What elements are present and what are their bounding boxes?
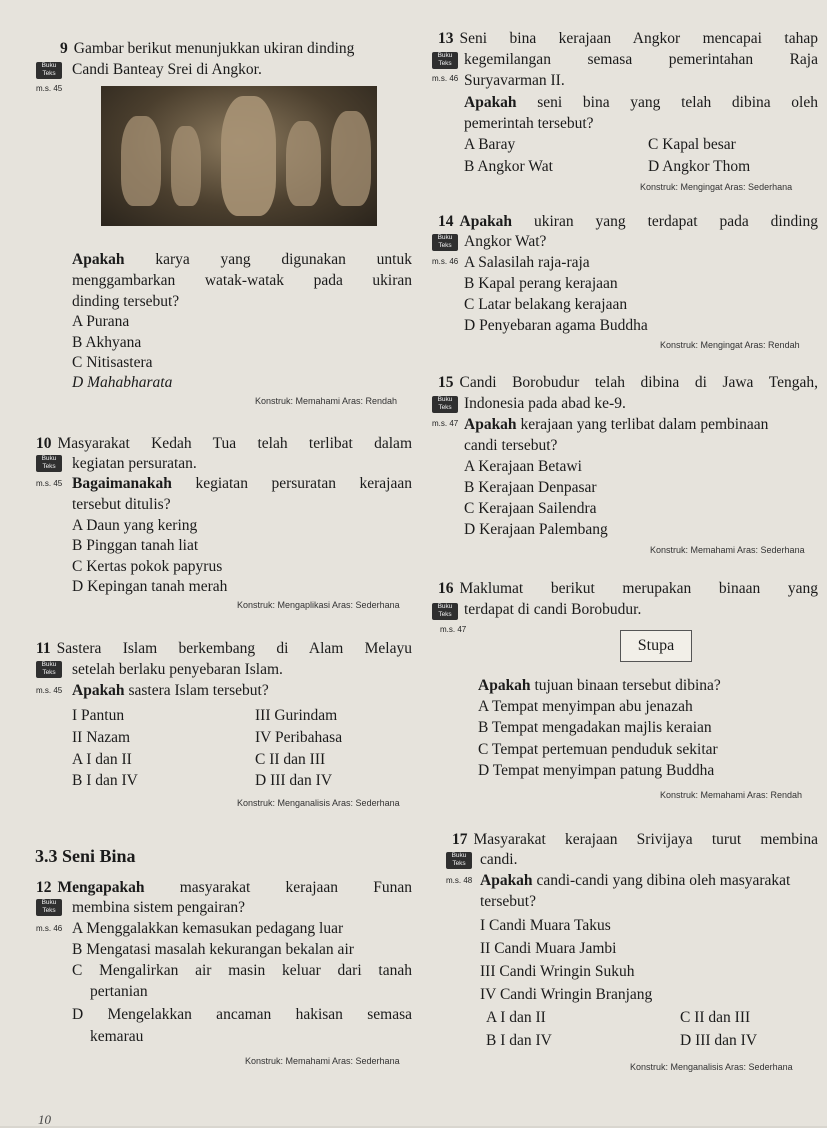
q13-intro-line3: Suryavarman II.: [464, 72, 565, 89]
q15-option-d[interactable]: D Kerajaan Palembang: [464, 521, 608, 538]
q15-option-b[interactable]: B Kerajaan Denpasar: [464, 479, 597, 496]
q14-option-a[interactable]: A Salasilah raja-raja: [464, 254, 590, 271]
q10-stem-line2: tersebut ditulis?: [72, 496, 171, 513]
q9-book-badge: Buku Teks: [36, 62, 62, 79]
q17-option-b[interactable]: B I dan IV: [486, 1032, 552, 1049]
page-number: 10: [38, 1112, 51, 1127]
q16-konstruk: Konstruk: Memahami Aras: Rendah: [660, 790, 803, 800]
q12-option-c-cont: pertanian: [90, 983, 148, 1000]
q13-option-b[interactable]: B Angkor Wat: [464, 158, 553, 175]
q11-item-1: I Pantun: [72, 707, 125, 724]
q13-konstruk: Konstruk: Mengingat Aras: Sederhana: [640, 182, 793, 192]
q17-option-c[interactable]: C II dan III: [680, 1009, 751, 1026]
q15-stem-line2: candi tersebut?: [464, 437, 558, 454]
q11-option-b[interactable]: B I dan IV: [72, 772, 138, 789]
q17-intro-line1: 17 Masyarakat kerajaan Srivijaya turut membina: [452, 831, 818, 848]
q15-option-c[interactable]: C Kerajaan Sailendra: [464, 500, 597, 517]
q16-option-c[interactable]: C Tempat pertemuan penduduk sekitar: [478, 741, 718, 758]
temple-carving-photo: [101, 86, 377, 226]
q12-option-c[interactable]: C Mengalirkan air masin keluar dari tanah: [72, 962, 412, 979]
q11-book-badge: Buku Teks: [36, 661, 62, 678]
q17-stem-line2: tersebut?: [480, 893, 536, 910]
q17-option-d[interactable]: D III dan IV: [680, 1032, 758, 1049]
q13-option-a[interactable]: A Baray: [464, 136, 516, 153]
q9-option-d[interactable]: D Mahabharata: [72, 374, 173, 391]
q17-item-1: I Candi Muara Takus: [480, 917, 611, 934]
q16-option-a[interactable]: A Tempat menyimpan abu jenazah: [478, 698, 693, 715]
q16-book-badge: Buku Teks: [432, 603, 458, 620]
q9-option-b[interactable]: B Akhyana: [72, 334, 142, 351]
q10-intro-line2: kegiatan persuratan.: [72, 455, 197, 472]
q14-page-ref: m.s. 46: [432, 257, 459, 266]
q10-option-a[interactable]: A Daun yang kering: [72, 517, 198, 534]
q17-item-4: IV Candi Wringin Branjang: [480, 986, 653, 1003]
q12-konstruk: Konstruk: Memahami Aras: Sederhana: [245, 1056, 400, 1066]
q14-option-d[interactable]: D Penyebaran agama Buddha: [464, 317, 648, 334]
q11-konstruk: Konstruk: Menganalisis Aras: Sederhana: [237, 798, 400, 808]
q14-option-c[interactable]: C Latar belakang kerajaan: [464, 296, 628, 313]
q11-option-a[interactable]: A I dan II: [72, 751, 132, 768]
q11-intro-line2: setelah berlaku penyebaran Islam.: [72, 661, 283, 678]
q16-intro-line2: terdapat di candi Borobudur.: [464, 601, 642, 618]
q16-option-d[interactable]: D Tempat menyimpan patung Buddha: [478, 762, 715, 779]
info-box-stupa: Stupa: [620, 630, 692, 662]
q16-intro-line1: 16 Maklumat berikut merupakan binaan yang: [438, 580, 818, 597]
q13-intro-line2: kegemilangan semasa pemerintahan Raja: [464, 51, 818, 68]
q12-option-d-cont: kemarau: [90, 1028, 144, 1045]
q9-option-c[interactable]: C Nitisastera: [72, 354, 153, 371]
q17-item-2: II Candi Muara Jambi: [480, 940, 617, 957]
q12-intro-line1: 12 Mengapakah masyarakat kerajaan Funan: [36, 879, 413, 896]
q11-item-3: III Gurindam: [255, 707, 338, 724]
q10-option-b[interactable]: B Pinggan tanah liat: [72, 537, 199, 554]
q17-konstruk: Konstruk: Menganalisis Aras: Sederhana: [630, 1062, 793, 1072]
q11-page-ref: m.s. 45: [36, 686, 63, 695]
q17-intro-line2: candi.: [480, 851, 518, 868]
q9-number: 9: [60, 40, 68, 57]
q11-item-4: IV Peribahasa: [255, 729, 343, 746]
q12-option-a[interactable]: A Menggalakkan kemasukan pedagang luar: [72, 920, 344, 937]
q13-option-d[interactable]: D Angkor Thom: [648, 158, 751, 175]
q10-konstruk: Konstruk: Mengaplikasi Aras: Sederhana: [237, 600, 400, 610]
q12-book-badge: Buku Teks: [36, 899, 62, 916]
q11-option-c[interactable]: C II dan III: [255, 751, 326, 768]
q15-konstruk: Konstruk: Memahami Aras: Sederhana: [650, 545, 805, 555]
q10-option-d[interactable]: D Kepingan tanah merah: [72, 578, 228, 595]
section-title: 3.3 Seni Bina: [35, 846, 136, 866]
q17-stem-line1: Apakah candi-candi yang dibina oleh masyarakat: [480, 872, 791, 889]
q9-konstruk: Konstruk: Memahami Aras: Rendah: [255, 396, 398, 406]
q13-stem-line2: pemerintah tersebut?: [464, 115, 594, 132]
q13-intro-line1: 13 Seni bina kerajaan Angkor mencapai tahap: [438, 30, 818, 47]
q14-option-b[interactable]: B Kapal perang kerajaan: [464, 275, 618, 292]
q9-intro-line2: Candi Banteay Srei di Angkor.: [72, 61, 262, 78]
q9-stem-line3: dinding tersebut?: [72, 293, 180, 310]
q15-intro-line1: 15 Candi Borobudur telah dibina di Jawa Tengah,: [438, 374, 818, 391]
q17-page-ref: m.s. 48: [446, 876, 473, 885]
q16-page-ref: m.s. 47: [440, 625, 467, 634]
q14-stem-line1: 14 Apakah ukiran yang terdapat pada dinding: [438, 213, 819, 230]
q12-page-ref: m.s. 46: [36, 924, 63, 933]
q15-stem-line1: Apakah kerajaan yang terlibat dalam pembinaan: [464, 416, 769, 433]
q11-intro-line1: 11 Sastera Islam berkembang di Alam Melayu: [36, 640, 412, 657]
q15-page-ref: m.s. 47: [432, 419, 459, 428]
q12-intro-line2: membina sistem pengairan?: [72, 899, 246, 916]
q17-book-badge: Buku Teks: [446, 852, 472, 869]
q11-option-d[interactable]: D III dan IV: [255, 772, 333, 789]
q9-stem-line2: menggambarkan watak-watak pada ukiran: [72, 272, 412, 289]
q9-option-a[interactable]: A Purana: [72, 313, 130, 330]
q17-option-a[interactable]: A I dan II: [486, 1009, 546, 1026]
q14-stem-line2: Angkor Wat?: [464, 233, 547, 250]
q14-konstruk: Konstruk: Mengingat Aras: Rendah: [660, 340, 800, 350]
q13-stem-line1: Apakah seni bina yang telah dibina oleh: [464, 94, 818, 111]
q9-intro-line1: 9 Gambar berikut menunjukkan ukiran dinding: [60, 40, 355, 57]
q13-page-ref: m.s. 46: [432, 74, 459, 83]
q11-item-2: II Nazam: [72, 729, 131, 746]
q17-item-3: III Candi Wringin Sukuh: [480, 963, 635, 980]
q9-page-ref: m.s. 45: [36, 84, 63, 93]
q12-option-b[interactable]: B Mengatasi masalah kekurangan bekalan air: [72, 941, 354, 958]
q16-option-b[interactable]: B Tempat mengadakan majlis keraian: [478, 719, 712, 736]
q15-option-a[interactable]: A Kerajaan Betawi: [464, 458, 582, 475]
q13-book-badge: Buku Teks: [432, 52, 458, 69]
q11-stem: Apakah sastera Islam tersebut?: [72, 682, 269, 699]
q16-stem: Apakah tujuan binaan tersebut dibina?: [478, 677, 721, 694]
q10-stem-line1: Bagaimanakah kegiatan persuratan kerajaan: [72, 475, 412, 492]
q13-option-c[interactable]: C Kapal besar: [648, 136, 736, 153]
q12-option-d[interactable]: D Mengelakkan ancaman hakisan semasa: [72, 1006, 412, 1023]
q10-page-ref: m.s. 45: [36, 479, 63, 488]
q10-book-badge: Buku Teks: [36, 455, 62, 472]
q15-intro-line2: Indonesia pada abad ke-9.: [464, 395, 626, 412]
q9-stem-line1: Apakah karya yang digunakan untuk: [72, 251, 412, 268]
q14-book-badge: Buku Teks: [432, 234, 458, 251]
q15-book-badge: Buku Teks: [432, 396, 458, 413]
q10-intro-line1: 10 Masyarakat Kedah Tua telah terlibat dalam: [36, 435, 412, 452]
q10-option-c[interactable]: C Kertas pokok papyrus: [72, 558, 223, 575]
